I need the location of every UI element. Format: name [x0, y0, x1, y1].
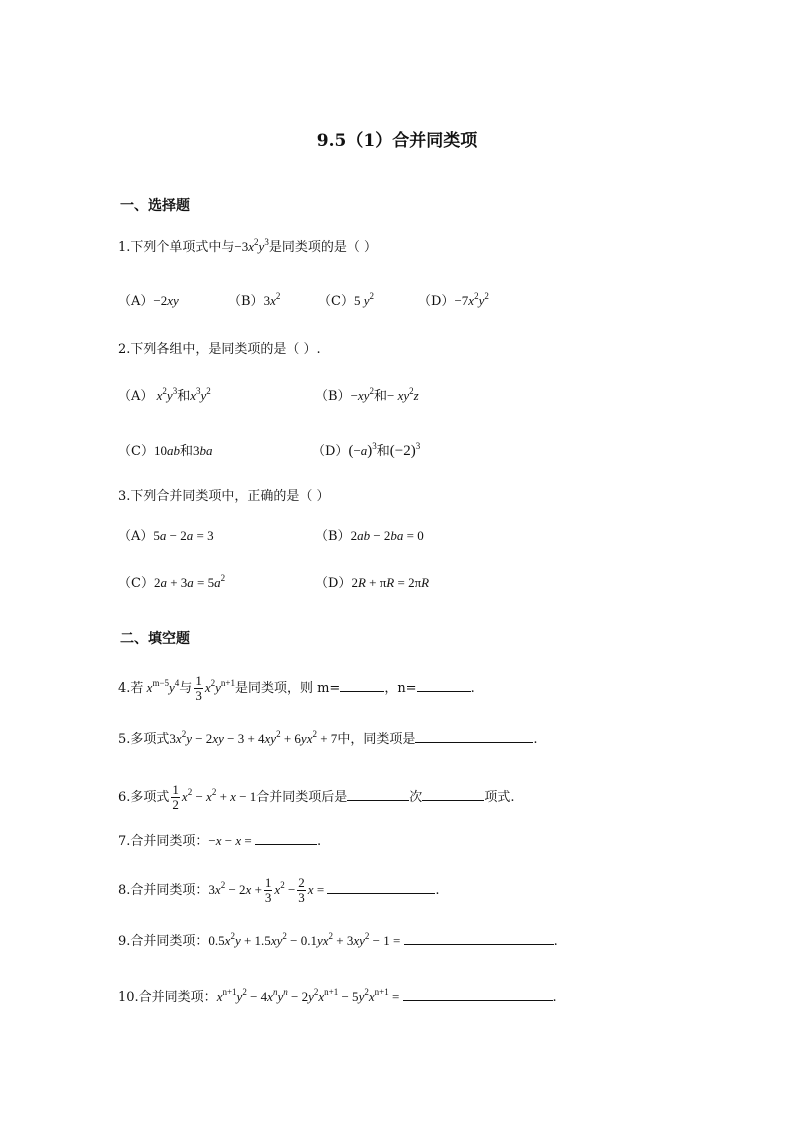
page-title: 9.5（1）合并同类项	[316, 131, 478, 151]
question-2-option-b[interactable]: $(B)-xy^2$和− $xy^2z$	[315, 386, 419, 404]
question-1-suffix: 是同类项的是（ ）	[268, 240, 377, 255]
question-2-option-a[interactable]: （A） $x^2y^3$和$x^3y^2$	[118, 386, 211, 404]
answer-blank-7[interactable]	[255, 832, 317, 845]
answer-blank-9[interactable]	[404, 932, 554, 945]
question-1-stem	[118, 238, 377, 257]
section-heading-choice: 一、选择题	[120, 198, 190, 214]
section-heading-fill: 二、填空题	[120, 631, 190, 647]
question-10: 10.合并同类项：$x^{n+1}y^2 - 4x^ny^n - 2y^2x^{n+1} - 5y^2x^{n+1}$ = .	[118, 987, 557, 1005]
question-2-stem: 2.下列各组中，是同类项的是（ ）.	[118, 342, 321, 357]
question-3-option-d[interactable]: （D）2R + πR = 2πR	[315, 575, 430, 591]
answer-blank-10[interactable]	[403, 988, 553, 1001]
question-6: 6.多项式 $\frac{1}{2}$ $x^2 - x^2 + x - 1$合并同类项后是 次 项式.	[118, 782, 515, 812]
question-3-option-b[interactable]: （B）2ab − 2ba = 0	[315, 528, 424, 544]
question-3-option-c[interactable]: $(C)2a + 3a = 5a^2$	[118, 573, 226, 591]
question-4: 4.若 $x^{m-5}y^4$与 $\frac{1}{3}$ $x^2y^{n+1}$是同类项，则 m= ，n= .	[118, 673, 475, 703]
answer-blank-5[interactable]	[415, 730, 533, 743]
question-1-option-c[interactable]: （C）5 $y^2$	[318, 291, 374, 309]
question-3-option-a[interactable]: （A）5a − 2a = 3	[118, 528, 214, 544]
question-1-option-b[interactable]: $(B)3x^2$	[228, 291, 281, 309]
question-8: 8.合并同类项：$3x^2 - 2x$ + $\frac{1}{3}$ $x^2$ − $\frac{2}{3}$ x = .	[118, 875, 440, 905]
question-1-expression: $-3x^2y^3$	[234, 237, 269, 254]
question-2-option-c[interactable]: （C）10ab和3ba	[118, 443, 213, 459]
question-5: 5.多项式$3x^2y - 2xy - 3 + 4xy^2 + 6yx^2 + 7$中，同类项是 .	[118, 729, 538, 747]
question-1-prefix: 1.下列个单项式中与	[118, 240, 235, 255]
answer-blank-degree[interactable]	[347, 788, 409, 801]
answer-blank-terms[interactable]	[422, 788, 484, 801]
question-1-option-a[interactable]: （A）−2xy	[118, 293, 179, 309]
question-1-option-d[interactable]: $(D)-7x^2y^2$	[418, 291, 489, 309]
question-7: 7.合并同类项：−x − x = .	[118, 833, 322, 849]
fraction-one-third: $\frac{1}{3}$	[264, 875, 272, 905]
question-2-option-d[interactable]: $(D)(-a)^3$和$(-2)^3$	[312, 441, 421, 459]
question-9: 9.合并同类项：$0.5x^2y + 1.5xy^2 - 0.1yx^2 + 3xy^2 - 1$ = .	[118, 931, 558, 949]
answer-blank-m[interactable]	[340, 679, 384, 692]
fraction-one-third: $\frac{1}{3}$	[195, 673, 202, 703]
answer-blank-8[interactable]	[327, 881, 435, 894]
answer-blank-n[interactable]	[417, 679, 471, 692]
question-3-stem: 3.下列合并同类项中，正确的是（ ）	[118, 489, 330, 504]
fraction-two-thirds: $\frac{2}{3}$	[298, 875, 305, 905]
fraction-one-half: $\frac{1}{2}$	[172, 782, 179, 812]
